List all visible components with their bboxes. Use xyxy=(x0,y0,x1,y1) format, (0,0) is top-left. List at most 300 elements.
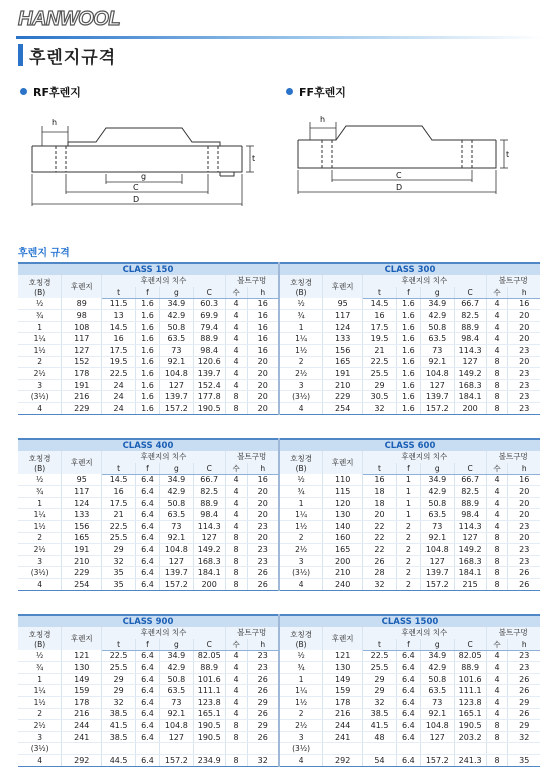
table-cell: 32 xyxy=(102,555,136,567)
table-row xyxy=(18,708,540,720)
table-cell: 3 xyxy=(279,379,323,391)
table-cell: 88.9 xyxy=(454,321,486,333)
col-header-g: g xyxy=(420,463,454,475)
table-row xyxy=(18,697,540,709)
rf-label-g: g xyxy=(141,172,147,181)
table-cell: 133 xyxy=(62,509,102,521)
table-cell: 20 xyxy=(247,379,279,391)
table-cell: 23 xyxy=(508,544,540,556)
table-cell: 114.3 xyxy=(193,521,225,533)
table-cell: 157.2 xyxy=(420,755,454,767)
table-cell: 25.5 xyxy=(363,368,397,380)
table-cell: 1.6 xyxy=(396,345,420,357)
table-cell: (3½) xyxy=(18,567,62,579)
table-cell: 1.6 xyxy=(396,310,420,322)
table-cell: 8 xyxy=(225,579,247,591)
table-cell: 4 xyxy=(225,497,247,509)
table-cell: 50.8 xyxy=(159,673,193,685)
table-cell: 190.5 xyxy=(193,731,225,743)
table-cell: 241 xyxy=(62,731,102,743)
table-cell: 73 xyxy=(159,345,193,357)
table-cell: 1½ xyxy=(279,345,323,357)
table-cell: 23 xyxy=(508,345,540,357)
table-cell: 8 xyxy=(486,379,508,391)
table-cell: 20 xyxy=(508,486,540,498)
table-cell: 32 xyxy=(508,731,540,743)
table-cell: 73 xyxy=(420,697,454,709)
table-row xyxy=(18,685,540,697)
table-cell: 82.5 xyxy=(193,486,225,498)
table-cell: 4 xyxy=(486,650,508,662)
table-cell: 127 xyxy=(159,379,193,391)
table-row xyxy=(18,650,540,662)
table-cell: 121 xyxy=(62,650,102,662)
col-header-f: f xyxy=(136,463,160,475)
table-cell: 82.5 xyxy=(454,310,486,322)
table-cell: 1.6 xyxy=(136,356,160,368)
table-cell: 124 xyxy=(323,321,363,333)
table-cell: 63.5 xyxy=(159,685,193,697)
nps-header xyxy=(18,627,62,650)
nps-header-line2: (B) xyxy=(34,463,46,473)
table-cell: 29 xyxy=(247,720,279,732)
table-cell: 191 xyxy=(62,544,102,556)
table-cell: 6.4 xyxy=(136,697,160,709)
table-cell: 8 xyxy=(225,544,247,556)
table-row xyxy=(18,474,540,486)
bolt-header: 볼트구멍 xyxy=(225,627,279,639)
ff-label-t: t xyxy=(506,150,510,159)
table-cell: 92.1 xyxy=(420,708,454,720)
table-cell: 1½ xyxy=(18,697,62,709)
table-cell: 4 xyxy=(225,368,247,380)
table-cell: 1.6 xyxy=(136,391,160,403)
table-cell: 101.6 xyxy=(193,673,225,685)
table-cell: 157.2 xyxy=(159,579,193,591)
table-cell xyxy=(136,743,160,755)
table-cell: 16 xyxy=(363,310,397,322)
table-cell: 18 xyxy=(363,486,397,498)
table-cell: 127 xyxy=(420,555,454,567)
table-cell: 24 xyxy=(102,379,136,391)
table-cell: 240 xyxy=(323,579,363,591)
table-cell: 2½ xyxy=(18,368,62,380)
table-row xyxy=(18,731,540,743)
nps-header xyxy=(279,451,323,474)
class-label-right: CLASS 600 xyxy=(279,439,540,451)
table-cell: 66.7 xyxy=(454,474,486,486)
col-header-h: h xyxy=(247,287,279,299)
table-cell: 177.8 xyxy=(193,391,225,403)
table-cell: 124 xyxy=(62,497,102,509)
header-row xyxy=(18,627,540,639)
table-cell: 4 xyxy=(486,697,508,709)
table-cell: 73 xyxy=(159,697,193,709)
table-cell: 2 xyxy=(279,708,323,720)
nps-header-line1: 호칭경 xyxy=(28,629,51,639)
table-cell: 79.4 xyxy=(193,321,225,333)
table-cell: 121 xyxy=(323,650,363,662)
table-cell: 2½ xyxy=(279,720,323,732)
table-cell: 26 xyxy=(508,579,540,591)
col-header-h: h xyxy=(508,287,540,299)
table-cell: ¾ xyxy=(18,662,62,674)
table-cell: 178 xyxy=(62,697,102,709)
table-cell: 6.4 xyxy=(136,567,160,579)
table-cell: 2 xyxy=(18,708,62,720)
table-cell: (3½) xyxy=(279,391,323,403)
table-cell: 19.5 xyxy=(363,333,397,345)
table-cell: 127 xyxy=(193,532,225,544)
col-header-f: f xyxy=(396,639,420,651)
table-row xyxy=(18,333,540,345)
table-cell: 44.5 xyxy=(102,755,136,767)
table-cell: 23 xyxy=(508,403,540,415)
table-cell: 21 xyxy=(102,509,136,521)
dims-header: 후렌지의 치수 xyxy=(102,275,225,287)
table-cell: ¾ xyxy=(279,662,323,674)
table-cell: 1.6 xyxy=(396,298,420,310)
table-cell: 1½ xyxy=(279,697,323,709)
od-header: 후렌지 xyxy=(323,451,363,474)
table-cell: 1½ xyxy=(18,521,62,533)
table-cell: ½ xyxy=(18,474,62,486)
table-cell: 156 xyxy=(323,345,363,357)
table-cell: 8 xyxy=(225,567,247,579)
table-cell: 8 xyxy=(486,391,508,403)
table-cell: 22 xyxy=(363,544,397,556)
table-cell: 26 xyxy=(247,731,279,743)
table-cell: 26 xyxy=(508,708,540,720)
table-cell: 23 xyxy=(508,662,540,674)
table-cell: 34.9 xyxy=(420,474,454,486)
col-header-count: 수 xyxy=(225,463,247,475)
col-header-count: 수 xyxy=(486,287,508,299)
table-cell: 4 xyxy=(225,708,247,720)
title-marker xyxy=(18,44,23,66)
col-header-count: 수 xyxy=(486,463,508,475)
table-cell: 1.6 xyxy=(136,321,160,333)
table-cell: 42.9 xyxy=(420,662,454,674)
table-cell: 1.6 xyxy=(136,403,160,415)
table-cell: 1¼ xyxy=(279,685,323,697)
table-cell: 26 xyxy=(247,685,279,697)
table-cell: 95 xyxy=(323,298,363,310)
table-cell: 22.5 xyxy=(102,650,136,662)
table-row xyxy=(18,321,540,333)
table-cell: 41.5 xyxy=(102,720,136,732)
table-cell: 3 xyxy=(18,555,62,567)
class-row xyxy=(18,615,540,627)
table-cell: 98 xyxy=(62,310,102,322)
table-cell: 2 xyxy=(18,532,62,544)
col-header-g: g xyxy=(420,639,454,651)
table-cell: 88.9 xyxy=(193,662,225,674)
table-cell: 165.1 xyxy=(454,708,486,720)
table-cell: 29 xyxy=(102,685,136,697)
table-cell: 22.5 xyxy=(363,356,397,368)
table-cell: 254 xyxy=(62,579,102,591)
table-row xyxy=(18,720,540,732)
table-cell: 22.5 xyxy=(102,521,136,533)
table-cell: 98.4 xyxy=(454,333,486,345)
class-label-left: CLASS 900 xyxy=(18,615,279,627)
table-cell: 130 xyxy=(323,662,363,674)
table-cell: ½ xyxy=(279,474,323,486)
table-cell: 6.4 xyxy=(136,662,160,674)
table-cell: 140 xyxy=(323,521,363,533)
table-cell: 6.4 xyxy=(396,650,420,662)
table-cell: 18 xyxy=(363,497,397,509)
table-cell: 8 xyxy=(486,555,508,567)
bullet-dot-icon xyxy=(286,88,293,95)
brand-logo: HANWOOL xyxy=(18,8,121,30)
table-cell: (3½) xyxy=(18,743,62,755)
table-cell: 168.3 xyxy=(454,379,486,391)
table-row xyxy=(18,662,540,674)
table-cell: 120 xyxy=(323,497,363,509)
table-cell: 3 xyxy=(279,555,323,567)
col-header-t: t xyxy=(102,463,136,475)
table-cell xyxy=(225,743,247,755)
table-cell: 13 xyxy=(102,310,136,322)
flange-table-group-3 xyxy=(18,614,540,767)
nps-header xyxy=(18,451,62,474)
rf-label-h: h xyxy=(52,118,58,127)
table-cell: 26 xyxy=(247,579,279,591)
table-cell: 1 xyxy=(279,497,323,509)
table-cell: 92.1 xyxy=(420,532,454,544)
table-cell: 29 xyxy=(508,697,540,709)
table-cell: 6.4 xyxy=(396,673,420,685)
table-cell: 66.7 xyxy=(193,474,225,486)
table-cell: 73 xyxy=(420,521,454,533)
table-cell: 34.9 xyxy=(420,298,454,310)
table-cell: 149 xyxy=(62,673,102,685)
table-cell: 48 xyxy=(363,731,397,743)
table-cell: 4 xyxy=(279,403,323,415)
od-header: 후렌지 xyxy=(323,275,363,298)
table-cell: 127 xyxy=(159,731,193,743)
table-cell: 4 xyxy=(486,298,508,310)
table-cell: 4 xyxy=(225,486,247,498)
table-cell: 63.5 xyxy=(159,333,193,345)
table-cell: 184.1 xyxy=(454,567,486,579)
table-cell: 29 xyxy=(247,697,279,709)
table-cell xyxy=(62,743,102,755)
table-cell: 4 xyxy=(225,379,247,391)
table-cell: 104.8 xyxy=(420,720,454,732)
flange-table-group-2 xyxy=(18,438,540,591)
table-cell: ½ xyxy=(279,298,323,310)
table-cell: 254 xyxy=(323,403,363,415)
table-cell: 149.2 xyxy=(454,368,486,380)
rf-flange-diagram xyxy=(20,112,260,214)
table-cell: 215 xyxy=(454,579,486,591)
bolt-header: 볼트구멍 xyxy=(225,275,279,287)
table-cell: 1.6 xyxy=(396,368,420,380)
table-cell: 6.4 xyxy=(136,650,160,662)
table-cell: 30.5 xyxy=(363,391,397,403)
table-row xyxy=(18,486,540,498)
table-cell: 8 xyxy=(486,755,508,767)
table-cell: 42.9 xyxy=(159,486,193,498)
table-cell: 8 xyxy=(486,403,508,415)
table-cell: 22.5 xyxy=(363,650,397,662)
table-row xyxy=(18,555,540,567)
table-cell: 114.3 xyxy=(454,521,486,533)
table-cell: 4 xyxy=(486,310,508,322)
table-cell: 1.6 xyxy=(136,298,160,310)
table-cell: 104.8 xyxy=(159,544,193,556)
od-header: 후렌지 xyxy=(62,275,102,298)
table-cell: 1 xyxy=(396,486,420,498)
table-cell: 159 xyxy=(62,685,102,697)
table-cell: 6.4 xyxy=(136,532,160,544)
table-cell: 8 xyxy=(225,532,247,544)
table-cell: 157.2 xyxy=(159,403,193,415)
table-cell: 14.5 xyxy=(102,321,136,333)
table-cell: 1.6 xyxy=(136,310,160,322)
table-cell: 127 xyxy=(62,345,102,357)
table-cell xyxy=(396,743,420,755)
table-cell: 104.8 xyxy=(420,544,454,556)
table-cell: 50.8 xyxy=(159,497,193,509)
table-cell: 25.5 xyxy=(102,532,136,544)
table-cell: 2 xyxy=(396,567,420,579)
table-cell: 104.8 xyxy=(159,720,193,732)
table-cell: 2 xyxy=(396,555,420,567)
table-cell: 4 xyxy=(486,708,508,720)
nps-header-line1: 호칭경 xyxy=(28,277,51,287)
table-cell: 92.1 xyxy=(420,356,454,368)
col-header-C: C xyxy=(193,287,225,299)
table-cell: (3½) xyxy=(279,567,323,579)
nps-header-line1: 호칭경 xyxy=(290,277,312,287)
table-cell: 8 xyxy=(486,356,508,368)
table-cell: 1 xyxy=(18,321,62,333)
table-cell: 184.1 xyxy=(454,391,486,403)
table-cell: 16 xyxy=(247,474,279,486)
table-cell: ¾ xyxy=(279,486,323,498)
table-cell: 6.4 xyxy=(136,708,160,720)
table-cell: 2 xyxy=(396,544,420,556)
table-cell: 2 xyxy=(396,579,420,591)
table-cell: 149.2 xyxy=(193,544,225,556)
table-row xyxy=(18,755,540,767)
table-cell: 1.6 xyxy=(396,403,420,415)
table-cell: 4 xyxy=(225,474,247,486)
table-cell: 1.6 xyxy=(396,391,420,403)
table-cell: 165 xyxy=(323,544,363,556)
table-cell: 6.4 xyxy=(136,486,160,498)
bolt-header: 볼트구멍 xyxy=(486,627,540,639)
table-cell: 16 xyxy=(247,310,279,322)
table-cell xyxy=(193,743,225,755)
table-cell: 8 xyxy=(225,731,247,743)
table-cell xyxy=(454,743,486,755)
table-cell: 8 xyxy=(225,403,247,415)
table-cell: 28 xyxy=(363,567,397,579)
table-cell: 157.2 xyxy=(420,579,454,591)
col-header-g: g xyxy=(159,463,193,475)
table-cell: 216 xyxy=(62,391,102,403)
class-label-left: CLASS 400 xyxy=(18,439,279,451)
table-cell: 4 xyxy=(18,579,62,591)
col-header-h: h xyxy=(508,639,540,651)
table-cell: 73 xyxy=(420,345,454,357)
table-cell: 23 xyxy=(247,521,279,533)
table-cell: 6.4 xyxy=(136,731,160,743)
table-cell: 2 xyxy=(279,532,323,544)
table-cell: 241.3 xyxy=(454,755,486,767)
table-cell: 50.8 xyxy=(420,497,454,509)
table-cell: 2 xyxy=(18,356,62,368)
table-cell: 127 xyxy=(420,379,454,391)
table-cell: 88.9 xyxy=(454,662,486,674)
table-cell: 149.2 xyxy=(454,544,486,556)
table-row xyxy=(18,403,540,415)
col-header-t: t xyxy=(363,463,397,475)
table-cell: 16 xyxy=(102,333,136,345)
table-cell: 4 xyxy=(225,298,247,310)
table-cell: 98.4 xyxy=(193,345,225,357)
table-cell: 168.3 xyxy=(454,555,486,567)
table-cell: 20 xyxy=(508,310,540,322)
table-cell: 23 xyxy=(508,368,540,380)
table-cell: 1.6 xyxy=(136,345,160,357)
bolt-header: 볼트구멍 xyxy=(486,451,540,463)
table-cell: 1 xyxy=(279,673,323,685)
table-cell: 20 xyxy=(508,356,540,368)
table-cell: 190.5 xyxy=(193,403,225,415)
table-cell: 110 xyxy=(323,474,363,486)
ff-flange-diagram xyxy=(286,112,526,204)
table-cell: 114.3 xyxy=(454,345,486,357)
table-cell: 23 xyxy=(247,544,279,556)
table-cell: 63.5 xyxy=(420,509,454,521)
table-cell: 8 xyxy=(225,720,247,732)
table-cell: 17.5 xyxy=(102,345,136,357)
table-cell: 130 xyxy=(323,509,363,521)
table-cell: 4 xyxy=(279,579,323,591)
table-cell: 23 xyxy=(247,650,279,662)
table-cell: 26 xyxy=(508,685,540,697)
table-cell: 2 xyxy=(396,521,420,533)
col-header-t: t xyxy=(102,639,136,651)
class-label-left: CLASS 150 xyxy=(18,263,279,275)
table-cell: 54 xyxy=(363,755,397,767)
table-cell: 50.8 xyxy=(159,321,193,333)
table-cell: 123.8 xyxy=(193,697,225,709)
table-cell: 4 xyxy=(279,755,323,767)
table-cell: 115 xyxy=(323,486,363,498)
table-cell: 178 xyxy=(62,368,102,380)
col-header-C: C xyxy=(454,287,486,299)
table-cell: 82.5 xyxy=(454,486,486,498)
table-cell: 8 xyxy=(486,368,508,380)
class-row xyxy=(18,263,540,275)
table-cell: 24 xyxy=(102,391,136,403)
table-cell: 1¼ xyxy=(279,509,323,521)
table-cell: 104.8 xyxy=(420,368,454,380)
dims-header: 후렌지의 치수 xyxy=(102,627,225,639)
nps-header-line2: (B) xyxy=(34,287,46,297)
table-cell: 6.4 xyxy=(136,579,160,591)
table-cell: 82.05 xyxy=(193,650,225,662)
table-cell: 117 xyxy=(323,310,363,322)
nps-header-line2: (B) xyxy=(34,639,46,649)
